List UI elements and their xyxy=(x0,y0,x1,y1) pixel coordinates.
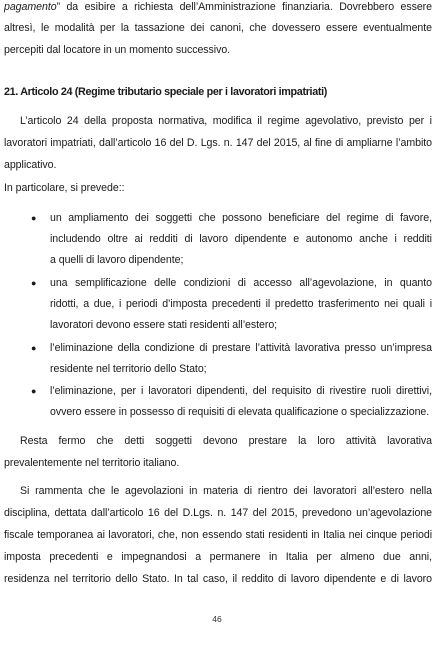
para4-line-5: residenza nel territorio dello Stato. In tal caso, il reddito di lavoro dipendente e di lavoro xyxy=(4,573,432,585)
bullet-2-line-1: una semplificazione delle condizioni di accesso all’agevolazione, in quanto xyxy=(50,277,432,289)
bullet-dot-icon: ● xyxy=(31,213,37,223)
bullet-dot-icon: ● xyxy=(31,386,37,396)
para3-line-2: prevalentemente nel territorio italiano. xyxy=(4,457,180,469)
bullet-3-line-2: residente nel territorio dello Stato; xyxy=(50,363,207,375)
para3-line-1: Resta fermo che detti soggetti devono prestare la loro attività lavorativa xyxy=(20,435,432,447)
intro-line-2: altresì, le modalità per la tassazione dei canoni, che dovessero essere eventualmente xyxy=(4,22,432,34)
para1-line-3: applicativo. xyxy=(4,159,57,171)
bullet-2-line-2: ridotti, a due, i periodi d’imposta precedenti il predetto trasferimento nei quali i xyxy=(50,298,432,310)
intro-line-1-text: ” da esibire a richiesta dell’Amministrazione finanziaria. Dovrebbero essere xyxy=(56,1,432,13)
bullet-4-line-1: l’eliminazione, per i lavoratori dipendenti, del requisito di rivestire ruoli direttivi, xyxy=(50,385,432,397)
bullet-dot-icon: ● xyxy=(31,343,37,353)
bullet-1-line-1: un ampliamento dei soggetti che possono beneficiare del regime di favore, xyxy=(50,212,432,224)
intro-line-3: percepiti dal locatore in un momento successivo. xyxy=(4,44,231,56)
para2-text: In particolare, si prevede:: xyxy=(4,182,125,194)
section-heading: 21. Articolo 24 (Regime tributario speciale per i lavoratori impatriati) xyxy=(4,86,328,98)
bullet-4-line-2: ovvero essere in possesso di requisiti di elevata qualificazione o specializzazione. xyxy=(50,406,430,418)
para4-line-4: imposta precedenti e impegnandosi a permanere in Italia per almeno due anni, xyxy=(4,551,432,563)
bullet-3-line-1: l’eliminazione della condizione di prestare l’attività lavorativa presso un’impresa xyxy=(50,342,432,354)
para4-line-1: Si rammenta che le agevolazioni in materia di rientro dei lavoratori all’estero nella xyxy=(20,485,432,497)
para1-line-1: L’articolo 24 della proposta normativa, modifica il regime agevolativo, previsto per i xyxy=(20,115,432,127)
para4-line-3: fiscale temporanea ai lavoratori, che, non essendo stati residenti in Italia nei cinque periodi xyxy=(4,529,432,541)
page-number: 46 xyxy=(212,614,222,624)
bullet-2-line-3: lavoratori devono essere stati residenti all’estero; xyxy=(50,319,278,331)
bullet-1-line-2: includendo oltre ai redditi di lavoro dipendente e autonomo anche i redditi xyxy=(50,233,432,245)
bullet-dot-icon: ● xyxy=(31,278,37,288)
para1-line-2: lavoratori impatriati, dall’articolo 16 del D. Lgs. n. 147 del 2015, al fine di ampliarne l’ambito xyxy=(4,137,432,149)
intro-line-1 xyxy=(4,0,432,14)
para4-line-2: disciplina, dettata dall’articolo 16 del D.Lgs. n. 147 del 2015, prevedono un’agevolazione xyxy=(4,507,432,519)
bullet-1-line-3: a quelli di lavoro dipendente; xyxy=(50,254,184,266)
intro-italic-word: pagamento xyxy=(4,1,57,13)
